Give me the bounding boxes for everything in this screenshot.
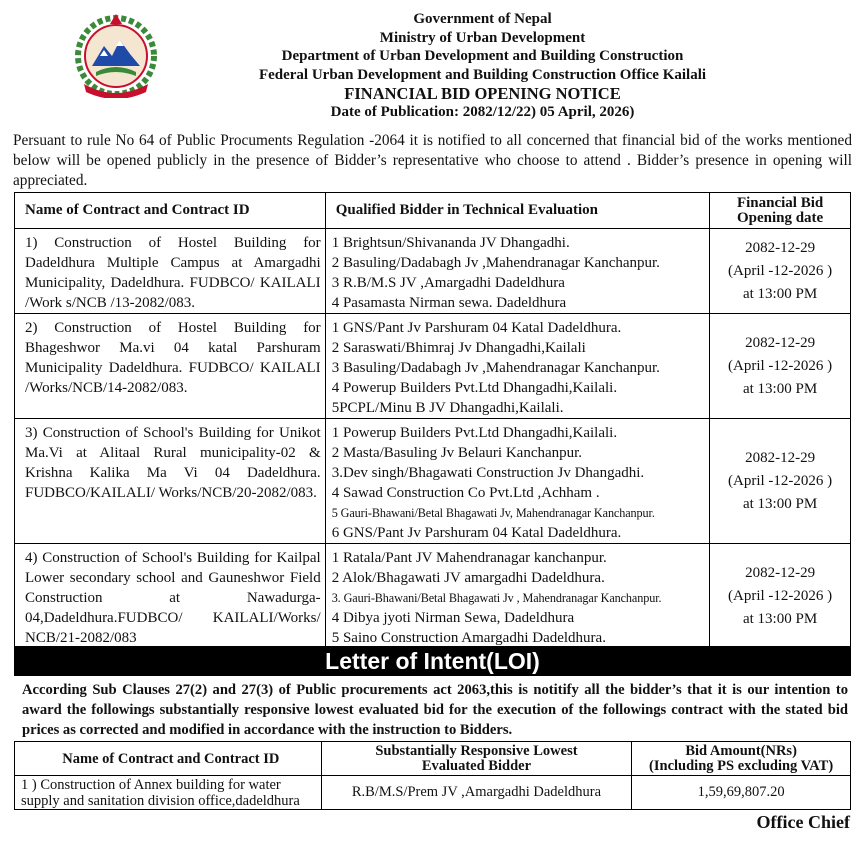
opening-date-en: (April -12-2026 ) — [728, 472, 833, 489]
contract-cell: 3) Construction of School's Building for Unikot Ma.Vi at Alitaal Rural municipality-02 & Krishna Kalika Ma Vi 04 Dadeldhura. FUDBCO/KAILALI/ Works/NCB/20-2082/083. — [15, 419, 326, 544]
bidder-item: 5PCPL/Minu B JV Dhangadhi,Kailali. — [331, 400, 564, 416]
opening-date: 2082-12-29 — [745, 564, 816, 581]
award-amount-cell: 1,59,69,807.20 — [632, 776, 851, 810]
bidders-cell — [325, 419, 709, 544]
opening-date-cell — [710, 419, 851, 544]
award-bidder-cell: R.B/M.S/Prem JV ,Amargadhi Dadeldhura — [321, 776, 632, 810]
table-row — [15, 544, 851, 649]
opening-date-cell — [710, 229, 851, 314]
bidder-item: 1 Brightsun/Shivananda JV Dhangadhi. — [331, 235, 570, 251]
publication-date: Date of Publication: 2082/12/22) 05 April, 2026) — [330, 104, 635, 120]
bidder-item: 5 Gauri-Bhawani/Betal Bhagawati Jv, Mahendranagar Kanchanpur. — [331, 506, 655, 520]
award-header-contract: Name of Contract and Contract ID — [15, 742, 322, 776]
bidder-item: 2 Alok/Bhagawati JV amargadhi Dadeldhura. — [331, 570, 605, 586]
opening-time: at 13:00 PM — [742, 610, 818, 627]
bidder-item: 4 Pasamasta Nirman sewa. Dadeldhura — [331, 295, 567, 311]
nepal-emblem-icon — [74, 12, 158, 98]
opening-date-en: (April -12-2026 ) — [728, 262, 833, 279]
opening-time: at 13:00 PM — [742, 495, 818, 512]
opening-time: at 13:00 PM — [742, 380, 818, 397]
table-row — [15, 314, 851, 419]
header-government: Government of Nepal — [413, 11, 552, 27]
header-opening-line1: Financial Bid — [736, 194, 824, 211]
contract-cell: 1) Construction of Hostel Building for Dadeldhura Multiple Campus at Amargadhi Municipality, Dadeldhura. FUDBCO/ KAILALI /Work s/NCB /13-2082/083. — [15, 229, 326, 314]
opening-date-cell — [710, 314, 851, 419]
loi-paragraph: According Sub Clauses 27(2) and 27(3) of Public procurements act 2063,this is notitify all the bidder’s that it is our intention to award the followings substantially responsive lowest evaluated bid for the execution of the followings contract with the stated bid prices as corrected and modified in accordance with the instruction to Bidders. — [22, 682, 848, 738]
bidder-item: 1 GNS/Pant Jv Parshuram 04 Katal Dadeldhura. — [331, 320, 622, 336]
loi-banner: Letter of Intent(LOI) — [14, 646, 851, 676]
table-row — [15, 776, 851, 810]
bidder-item: 5 Saino Construction Amargadhi Dadeldhura. — [331, 630, 606, 646]
opening-time: at 13:00 PM — [742, 285, 818, 302]
header-opening-date — [710, 193, 851, 229]
bidder-item: 2 Saraswati/Bhimraj Jv Dhangadhi,Kailali — [331, 340, 586, 356]
opening-date: 2082-12-29 — [745, 239, 816, 256]
header-department: Department of Urban Development and Building Construction — [281, 48, 684, 64]
award-contract-cell: 1 ) Construction of Annex building for water supply and sanitation division office,dadeldhura — [15, 776, 322, 810]
bidder-item: 3 R.B/M.S JV ,Amargadhi Dadeldhura — [331, 275, 565, 291]
opening-date-en: (April -12-2026 ) — [728, 357, 833, 374]
bidder-item: 3. Gauri-Bhawani/Betal Bhagawati Jv , Mahendranagar Kanchanpur. — [331, 591, 662, 605]
intro-paragraph: Persuant to rule No 64 of Public Procuments Regulation -2064 it is notified to all concerned that financial bid of the works mentioned below will be opened publicly in the presence of Bidder’s representative who choose to attend . Bidder’s presence in opening will appreciated. — [13, 132, 852, 189]
bid-table-header-row — [15, 193, 851, 229]
award-header-amount-line2: (Including PS excluding VAT) — [649, 757, 834, 774]
bidder-item: 2 Masta/Basuling Jv Belauri Kanchanpur. — [331, 445, 583, 461]
bidder-item: 4 Powerup Builders Pvt.Ltd Dhangadhi,Kailali. — [331, 380, 618, 396]
header-contract: Name of Contract and Contract ID — [15, 193, 326, 229]
table-row — [15, 419, 851, 544]
award-header-bidder-line2: Evaluated Bidder — [421, 757, 532, 774]
bidder-item: 3 Basuling/Dadabagh Jv ,Mahendranagar Kanchanpur. — [331, 360, 660, 376]
header-ministry: Ministry of Urban Development — [379, 29, 586, 46]
bidders-cell — [325, 229, 709, 314]
header-bidders: Qualified Bidder in Technical Evaluation — [325, 193, 709, 229]
award-header-amount — [632, 742, 851, 776]
bidder-item: 2 Basuling/Dadabagh Jv ,Mahendranagar Kanchanpur. — [331, 255, 660, 271]
bidder-item: 6 GNS/Pant Jv Parshuram 04 Katal Dadeldhura. — [331, 525, 622, 541]
bidder-item: 1 Powerup Builders Pvt.Ltd Dhangadhi,Kailali. — [331, 425, 618, 441]
bidder-item: 4 Dibya jyoti Nirman Sewa, Dadeldhura — [331, 610, 575, 626]
notice-header — [150, 10, 815, 122]
award-table-header-row — [15, 742, 851, 776]
opening-date: 2082-12-29 — [745, 334, 816, 351]
contract-cell: 2) Construction of Hostel Building for Bhageshwor Ma.vi 04 katal Parshuram Municipality Dadeldhura. FUDBCO/ KAILALI /Works/NCB/14-2082/083. — [15, 314, 326, 419]
header-office: Federal Urban Development and Building Construction Office Kailali — [258, 66, 707, 83]
header-opening-line2: Opening date — [736, 209, 824, 226]
opening-date-en: (April -12-2026 ) — [728, 587, 833, 604]
award-header-bidder — [321, 742, 632, 776]
contract-cell: 4) Construction of School's Building for Kailpal Lower secondary school and Gauneshwor Field Construction at Nawadurga-04,Dadeldhura.FUDBCO/ KAILALI/Works/ NCB/21-2082/083 — [15, 544, 326, 649]
opening-date: 2082-12-29 — [745, 449, 816, 466]
bidders-cell — [325, 544, 709, 649]
table-row — [15, 229, 851, 314]
notice-title: FINANCIAL BID OPENING NOTICE — [344, 84, 621, 103]
bid-opening-table — [14, 192, 851, 649]
opening-date-cell — [710, 544, 851, 649]
award-header-amount-line1: Bid Amount(NRs) — [685, 742, 797, 759]
signature-office-chief: Office Chief — [756, 812, 850, 832]
bidder-item: 4 Sawad Construction Co Pvt.Ltd ,Achham . — [331, 485, 600, 501]
bidder-item: 1 Ratala/Pant JV Mahendranagar kanchanpur. — [331, 550, 607, 566]
award-table — [14, 741, 851, 810]
bidder-item: 3.Dev singh/Bhagawati Construction Jv Dhangadhi. — [331, 465, 645, 481]
bidders-cell — [325, 314, 709, 419]
award-header-bidder-line1: Substantially Responsive Lowest — [375, 742, 578, 759]
